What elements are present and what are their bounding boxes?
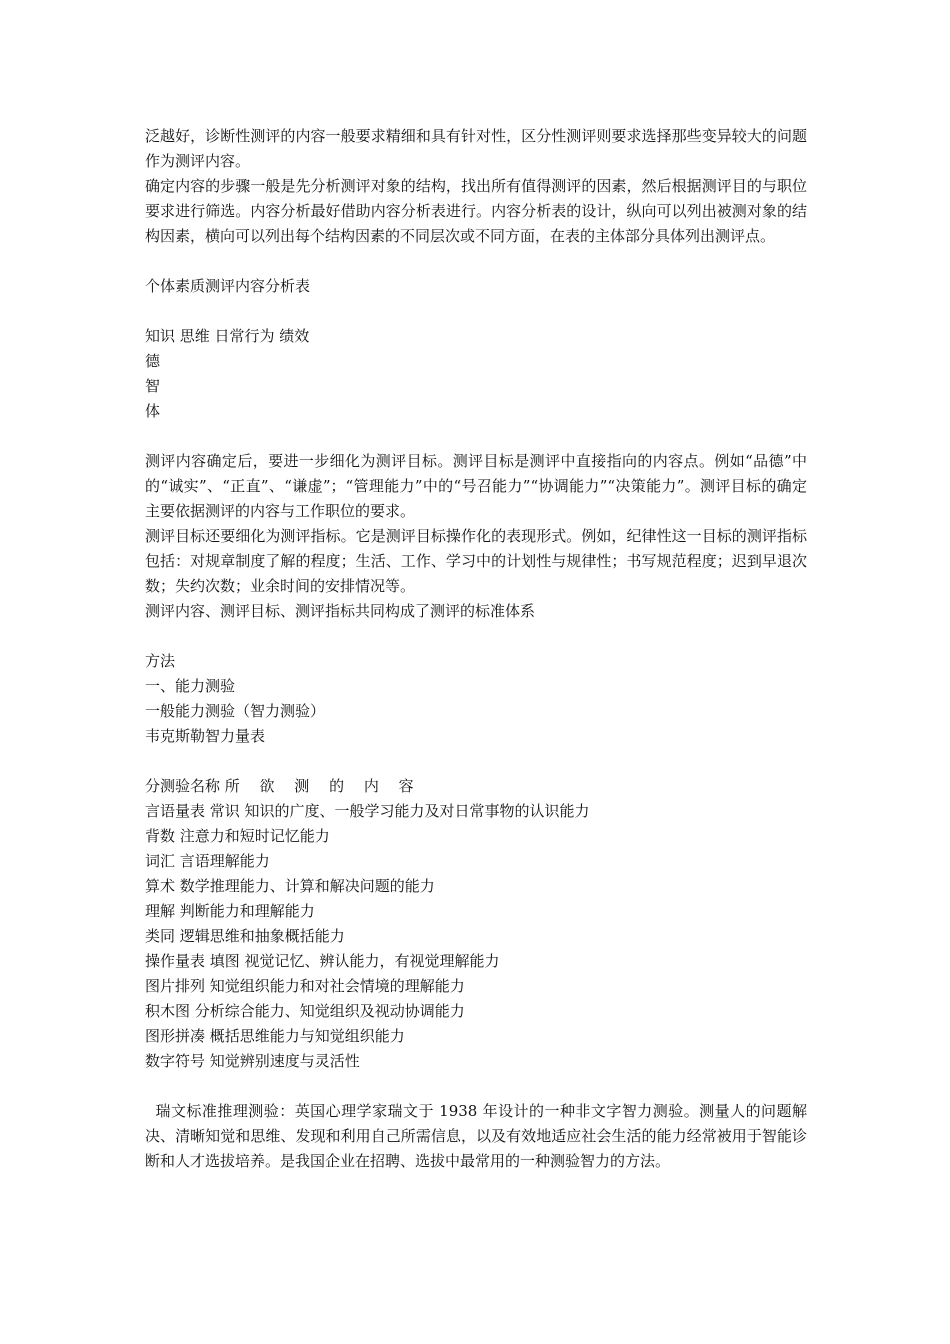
content-table-row: 体: [145, 402, 161, 420]
methods-heading: 方法: [145, 652, 176, 670]
spacer: [145, 424, 807, 449]
content-table-row: 德: [145, 352, 161, 370]
wechsler-table-row: 言语量表 常识 知识的广度、一般学习能力及对日常事物的认识能力: [145, 802, 590, 820]
wechsler-table-header: 分测验名称 所 欲 测 的 内 容: [145, 777, 414, 795]
targets-paragraph-2: 测评目标还要细化为测评指标。它是测评目标操作化的表现形式。例如，纪律性这一目标的测评指标包括：对规章制度了解的程度；生活、工作、学习中的计划性与规律性；书写规范程度；迟到早退次数；失约次数；业余时间的安排情况等。: [145, 527, 807, 595]
wechsler-table-row: 积木图 分析综合能力、知觉组织及视动协调能力: [145, 1002, 465, 1020]
spacer: [145, 249, 807, 274]
document-page: [145, 124, 807, 1174]
wechsler-table-row: 词汇 言语理解能力: [145, 852, 270, 870]
wechsler-table-row: 数字符号 知觉辨别速度与灵活性: [145, 1052, 360, 1070]
methods-subheading-wechsler: 韦克斯勒智力量表: [145, 727, 266, 745]
intro-paragraph-2: 确定内容的步骤一般是先分析测评对象的结构，找出所有值得测评的因素，然后根据测评目的与职位要求进行筛选。内容分析最好借助内容分析表进行。内容分析表的设计，纵向可以列出被测对象的结构因素，横向可以列出每个结构因素的不同层次或不同方面，在表的主体部分具体列出测评点。: [145, 177, 807, 245]
targets-paragraph-3: 测评内容、测评目标、测评指标共同构成了测评的标准体系: [145, 602, 536, 620]
wechsler-table-row: 图形拼凑 概括思维能力与知觉组织能力: [145, 1027, 405, 1045]
spacer: [145, 749, 807, 774]
wechsler-table-row: 图片排列 知觉组织能力和对社会情境的理解能力: [145, 977, 465, 995]
raven-paragraph: 瑞文标准推理测验：英国心理学家瑞文于 1938 年设计的一种非文字智力测验。测量人的问题解决、清晰知觉和思维、发现和利用自己所需信息，以及有效地适应社会生活的能力经常被用于智能诊断和人才选拔培养。是我国企业在招聘、选拔中最常用的一种测验智力的方法。: [145, 1102, 807, 1170]
spacer: [145, 624, 807, 649]
content-table-row: 智: [145, 377, 161, 395]
wechsler-table-row: 理解 判断能力和理解能力: [145, 902, 315, 920]
wechsler-table-row: 类同 逻辑思维和抽象概括能力: [145, 927, 345, 945]
intro-paragraph-1: 泛越好，诊断性测评的内容一般要求精细和具有针对性，区分性测评则要求选择那些变异较大的问题作为测评内容。: [145, 127, 807, 170]
wechsler-table-row: 算术 数学推理能力、计算和解决问题的能力: [145, 877, 435, 895]
wechsler-table-row: 操作量表 填图 视觉记忆、辨认能力，有视觉理解能力: [145, 952, 500, 970]
methods-subheading-general: 一般能力测验（智力测验）: [145, 702, 326, 720]
spacer: [145, 299, 807, 324]
spacer: [145, 1074, 807, 1099]
content-table-header: 知识 思维 日常行为 绩效: [145, 327, 310, 345]
wechsler-table-row: 背数 注意力和短时记忆能力: [145, 827, 330, 845]
targets-paragraph-1: 测评内容确定后，要进一步细化为测评目标。测评目标是测评中直接指向的内容点。例如“品德”中的“诚实”、“正直”、“谦虚”；“管理能力”中的“号召能力”“协调能力”“决策能力”。测评目标的确定主要依据测评的内容与工作职位的要求。: [145, 452, 807, 520]
content-table-title: 个体素质测评内容分析表: [145, 277, 311, 295]
methods-subheading-ability: 一、能力测验: [145, 677, 236, 695]
